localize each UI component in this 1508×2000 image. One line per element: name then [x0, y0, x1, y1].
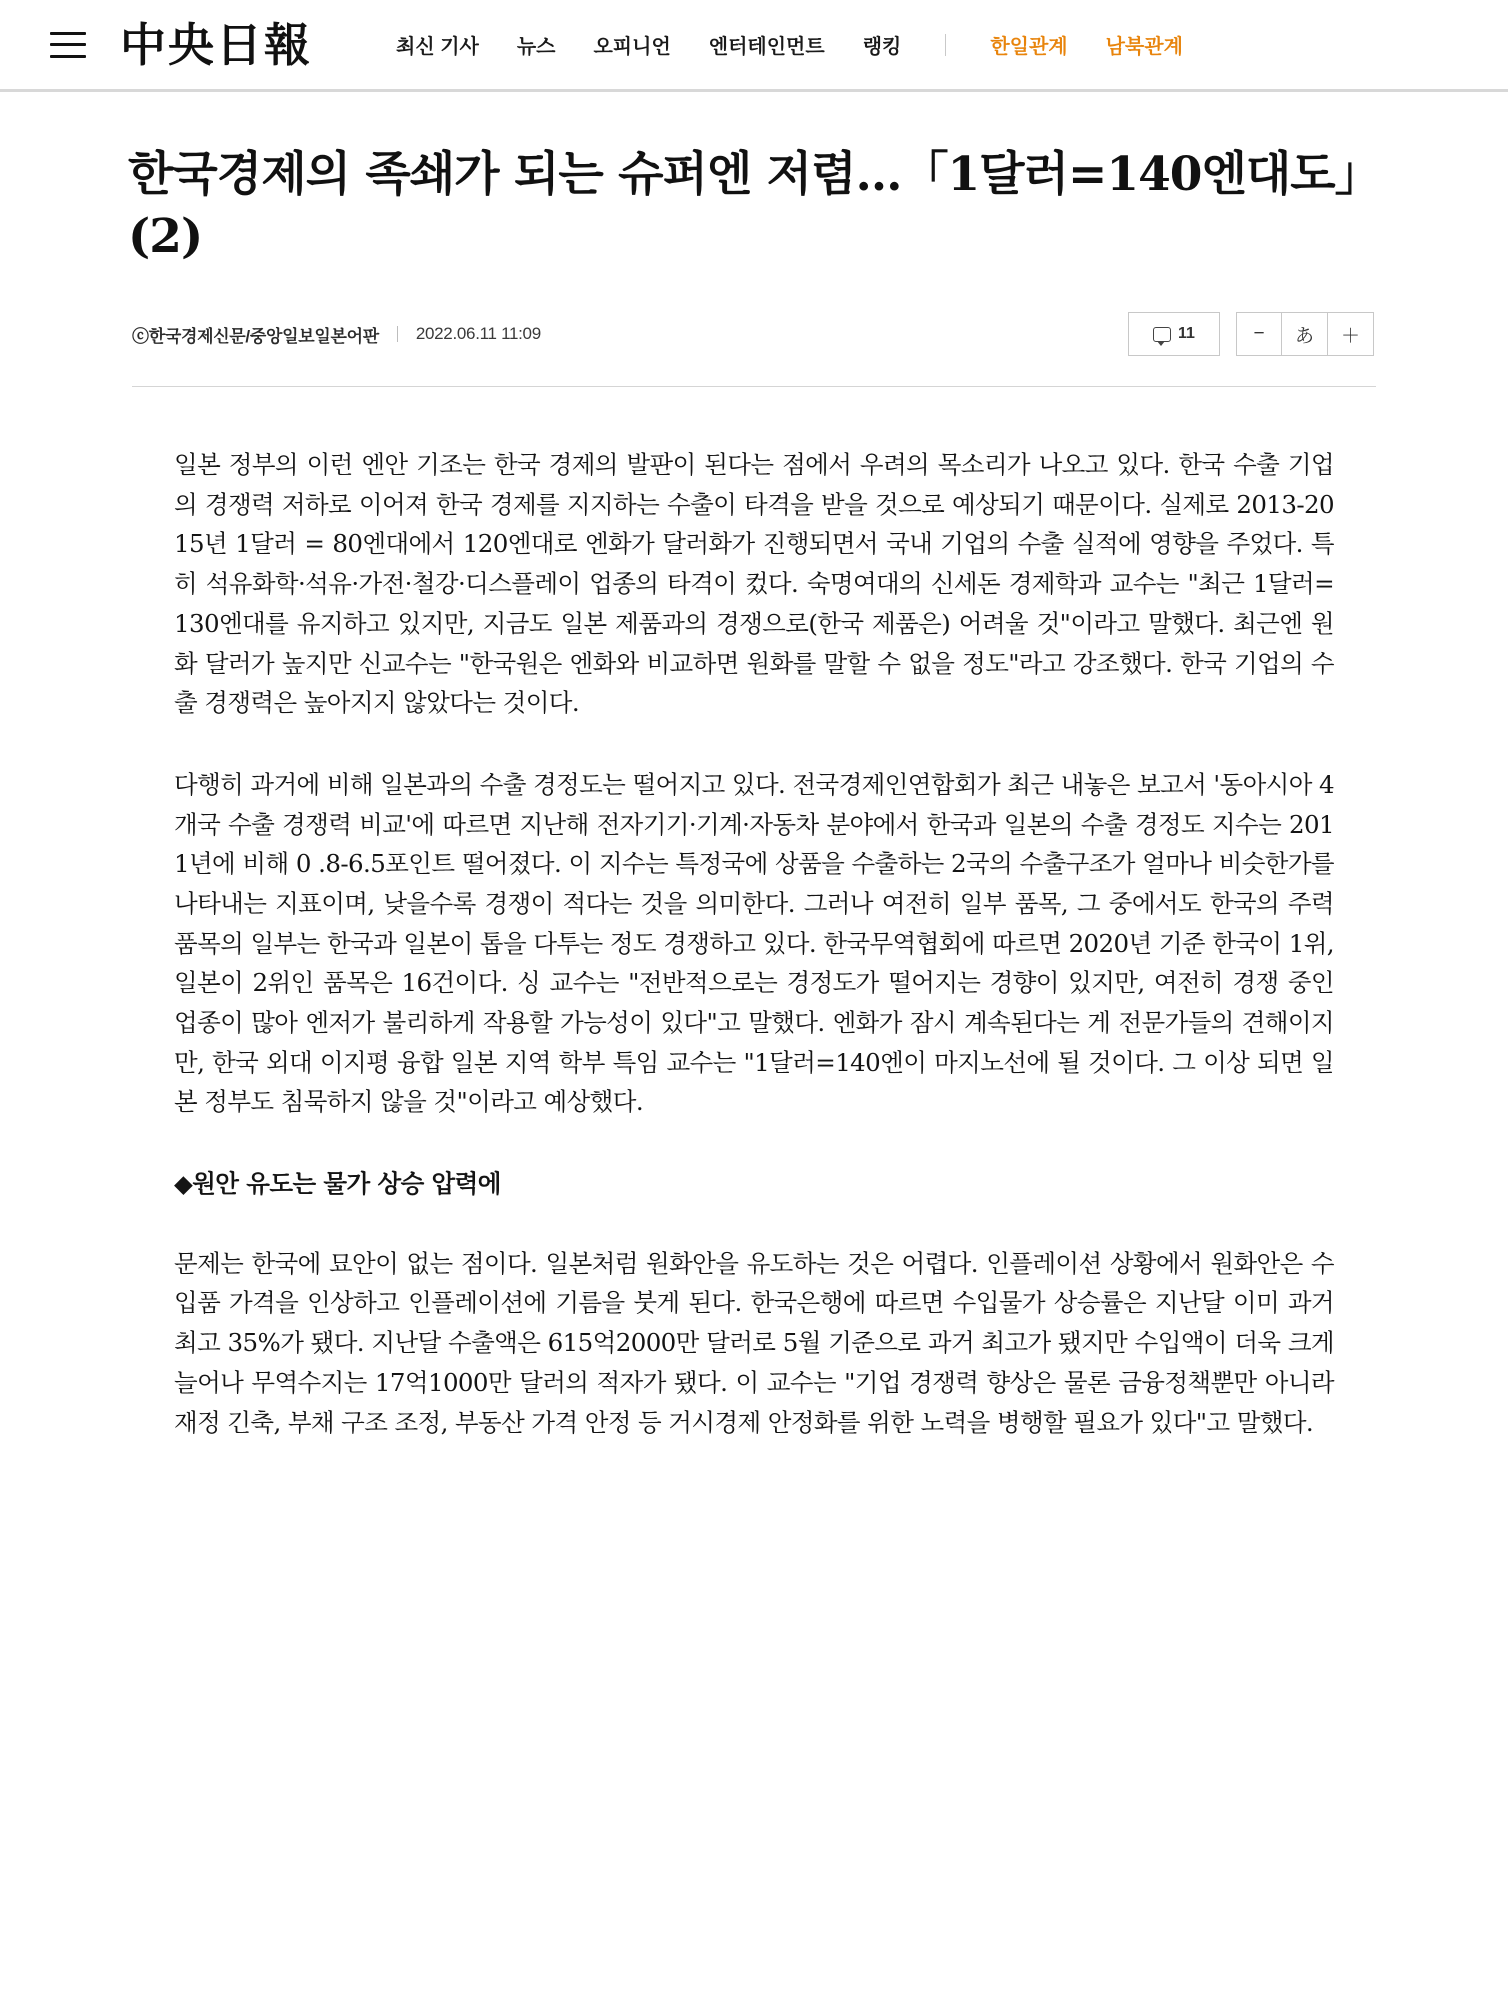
site-logo[interactable]: 中央日報 — [120, 17, 312, 72]
header-divider — [132, 386, 1376, 387]
article-paragraph: 다행히 과거에 비해 일본과의 수출 경정도는 떨어지고 있다. 전국경제인연합회가 최근 내놓은 보고서 '동아시아 4개국 수출 경쟁력 비교'에 따르면 지난해 전자기기·기계·자동차 분야에서 한국과 일본의 수출 경정도 지수는 2011년에 비해 0 .8-6.5포인트 떨어졌다. 이 지수는 특정국에 상품을 수출하는 2국의 수출구조가 얼마나 비슷한가를 나타내는 지표이며, 낮을수록 경쟁이 적다는 것을 의미한다. 그러나 여전히 일부 품목, 그 중에서도 한국의 주력 품목의 일부는 한국과 일본이 톱을 다투는 정도 경쟁하고 있다. 한국무역협회에 따르면 2020년 기준 한국이 1위, 일본이 2위인 품목은 16건이다. 싱 교수는 "전반적으로는 경정도가 떨어지는 경향이 있지만, 여전히 경쟁 중인 업종이 많아 엔저가 불리하게 작용할 가능성이 있다"고 말했다. 엔화가 잠시 계속된다는 게 전문가들의 견해이지만, 한국 외대 이지평 융합 일본 지역 학부 특임 교수는 "1달러=140엔이 마지노선에 될 것이다. 그 이상 되면 일본 정부도 침묵하지 않을 것"이라고 예상했다. — [174, 769, 1334, 1117]
page-title: 한국경제의 족쇄가 되는 슈퍼엔 저렴…「1달러=140엔대도」(2) — [128, 147, 1358, 265]
nav-item-news[interactable]: 뉴스 — [516, 36, 556, 58]
comment-count-button[interactable] — [1128, 312, 1220, 356]
nav-divider — [945, 34, 946, 56]
article-date: 2022.06.11 11:09 — [415, 324, 541, 344]
nav-item-ranking[interactable]: 랭킹 — [862, 36, 902, 58]
font-sample-button[interactable]: あ — [1282, 312, 1328, 356]
nav-item-latest[interactable]: 최신 기사 — [396, 36, 479, 58]
article-source: ⓒ한국경제신문/중앙일보일본어판 — [132, 326, 379, 346]
article-paragraph: 문제는 한국에 묘안이 없는 점이다. 일본처럼 원화안을 유도하는 것은 어렵다. 인플레이션 상황에서 원화안은 수입품 가격을 인상하고 인플레이션에 기름을 붓게 된다. 한국은행에 따르면 수입물가 상승률은 지난달 이미 과거 최고 35%가 됐다. 지난달 수출액은 615억2000만 달러로 5월 기준으로 과거 최고가 됐지만 수입액이 더욱 크게 늘어나 무역수지는 17억1000만 달러의 적자가 됐다. 이 교수는 "기업 경쟁력 향상은 물론 금융정책뿐만 아니라 재정 긴축, 부채 구조 조정, 부동산 가격 안정 등 거시경제 안정화를 위한 노력을 병행할 필요가 있다"고 말했다. — [174, 1248, 1334, 1437]
main-nav — [396, 30, 1508, 59]
font-size-controls — [1236, 312, 1374, 356]
nav-item-entertainment[interactable]: 엔터테인먼트 — [708, 36, 825, 58]
article-body — [128, 445, 1380, 1442]
article-paragraph: 일본 정부의 이런 엔안 기조는 한국 경제의 발판이 된다는 점에서 우려의 목소리가 나오고 있다. 한국 수출 기업의 경쟁력 저하로 이어져 한국 경제를 지지하는 수출이 타격을 받을 것으로 예상되기 때문이다. 실제로 2013-2015년 1달러 = 80엔대에서 120엔대로 엔화가 달러화가 진행되면서 국내 기업의 수출 실적에 영향을 주었다. 특히 석유화학·석유·가전·철강·디스플레이 업종의 타격이 컸다. 숙명여대의 신세돈 경제학과 교수는 "최근 1달러=130엔대를 유지하고 있지만, 지금도 일본 제품과의 경쟁으로(한국 제품은) 어려울 것"이라고 말했다. 최근엔 원화 달러가 높지만 신교수는 "한국원은 엔화와 비교하면 원화를 말할 수 없을 정도"라고 강조했다. 한국 기업의 수출 경쟁력은 높아지지 않았다는 것이다. — [174, 450, 1334, 718]
comment-count: 11 — [1178, 325, 1195, 343]
nav-item-north-south[interactable]: 남북관계 — [1105, 36, 1183, 58]
byline-row — [128, 312, 1380, 356]
byline-separator — [397, 326, 398, 342]
hamburger-menu-icon[interactable] — [48, 28, 88, 62]
nav-item-opinion[interactable]: 오피니언 — [593, 36, 671, 58]
article-tools — [1128, 312, 1374, 356]
byline — [132, 322, 541, 347]
font-decrease-button[interactable]: − — [1236, 312, 1282, 356]
article-container — [64, 144, 1444, 1442]
comment-icon — [1153, 327, 1171, 342]
site-header — [0, 0, 1508, 92]
font-increase-button[interactable]: ＋ — [1328, 312, 1374, 356]
article-subheading: ◆원안 유도는 물가 상승 압력에 — [174, 1169, 501, 1199]
nav-item-korea-japan[interactable]: 한일관계 — [990, 36, 1068, 58]
